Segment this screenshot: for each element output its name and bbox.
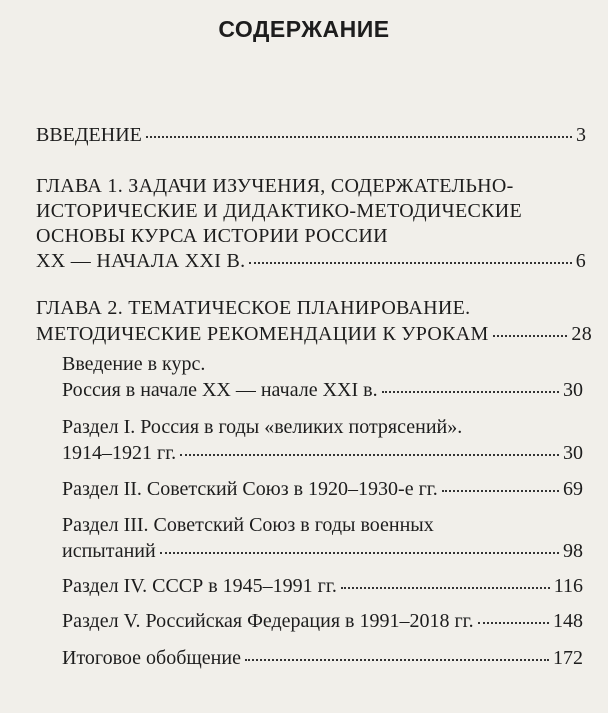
- dot-leader: [249, 262, 571, 264]
- page-number: 30: [563, 442, 583, 464]
- dot-leader: [146, 136, 572, 138]
- page-number: 30: [563, 379, 583, 401]
- toc-entry-title: Итоговое обобщение: [62, 647, 241, 669]
- toc-entry-title: Раздел V. Российская Федерация в 1991–2018 гг.: [62, 610, 474, 632]
- toc-entry-summary: [62, 646, 583, 670]
- toc-entry-section1-line1: Раздел I. Россия в годы «великих потрясений».: [62, 416, 463, 438]
- toc-entry-course-intro: [62, 378, 583, 402]
- toc-entry-title: Раздел II. Советский Союз в 1920–1930-е гг.: [62, 478, 438, 500]
- dot-leader: [382, 391, 559, 393]
- dot-leader: [478, 622, 549, 624]
- toc-entry-section1: [62, 441, 583, 465]
- page-number: 6: [575, 250, 586, 272]
- toc-entry-chapter2-line1: ГЛАВА 2. ТЕМАТИЧЕСКОЕ ПЛАНИРОВАНИЕ.: [36, 297, 471, 319]
- toc-entry-section2: [62, 477, 583, 501]
- page-number: 148: [553, 610, 583, 632]
- dot-leader: [442, 490, 559, 492]
- toc-entry-chapter2: [36, 322, 592, 346]
- page-number: 3: [576, 124, 586, 146]
- toc-entry-section3: [62, 539, 583, 563]
- toc-entry-section5: [62, 609, 583, 633]
- page-number: 69: [563, 478, 583, 500]
- toc-entry-title: 1914–1921 гг.: [62, 442, 177, 464]
- toc-entry-title: ВВЕДЕНИЕ: [36, 124, 142, 146]
- page-number: 116: [553, 575, 583, 597]
- page-number: 28: [571, 323, 592, 345]
- toc-entry-title: Россия в начале XX — начале XXI в.: [62, 379, 378, 401]
- toc-entry-title: XX — НАЧАЛА XXI В.: [36, 250, 246, 272]
- page-title: СОДЕРЖАНИЕ: [218, 16, 390, 42]
- page-number: 172: [553, 647, 583, 669]
- toc-entry-chapter1-line2: ИСТОРИЧЕСКИЕ И ДИДАКТИКО-МЕТОДИЧЕСКИЕ: [36, 200, 523, 222]
- toc-entry-chapter1-line1: ГЛАВА 1. ЗАДАЧИ ИЗУЧЕНИЯ, СОДЕРЖАТЕЛЬНО-: [36, 175, 514, 197]
- dot-leader: [341, 587, 550, 589]
- page-number: 98: [563, 540, 583, 562]
- toc-entry-title: Раздел IV. СССР в 1945–1991 гг.: [62, 575, 337, 597]
- dot-leader: [493, 335, 568, 337]
- toc-entry-chapter1: [36, 249, 586, 273]
- toc-entry-introduction: [36, 123, 586, 147]
- toc-entry-title: испытаний: [62, 540, 156, 562]
- dot-leader: [160, 552, 559, 554]
- toc-entry-course-intro-line1: Введение в курс.: [62, 353, 206, 375]
- dot-leader: [180, 454, 559, 456]
- toc-entry-chapter1-line3: ОСНОВЫ КУРСА ИСТОРИИ РОССИИ: [36, 225, 388, 247]
- dot-leader: [245, 659, 549, 661]
- toc-entry-section3-line1: Раздел III. Советский Союз в годы военных: [62, 514, 434, 536]
- toc-entry-title: МЕТОДИЧЕСКИЕ РЕКОМЕНДАЦИИ К УРОКАМ: [36, 323, 489, 345]
- toc-entry-section4: [62, 574, 583, 598]
